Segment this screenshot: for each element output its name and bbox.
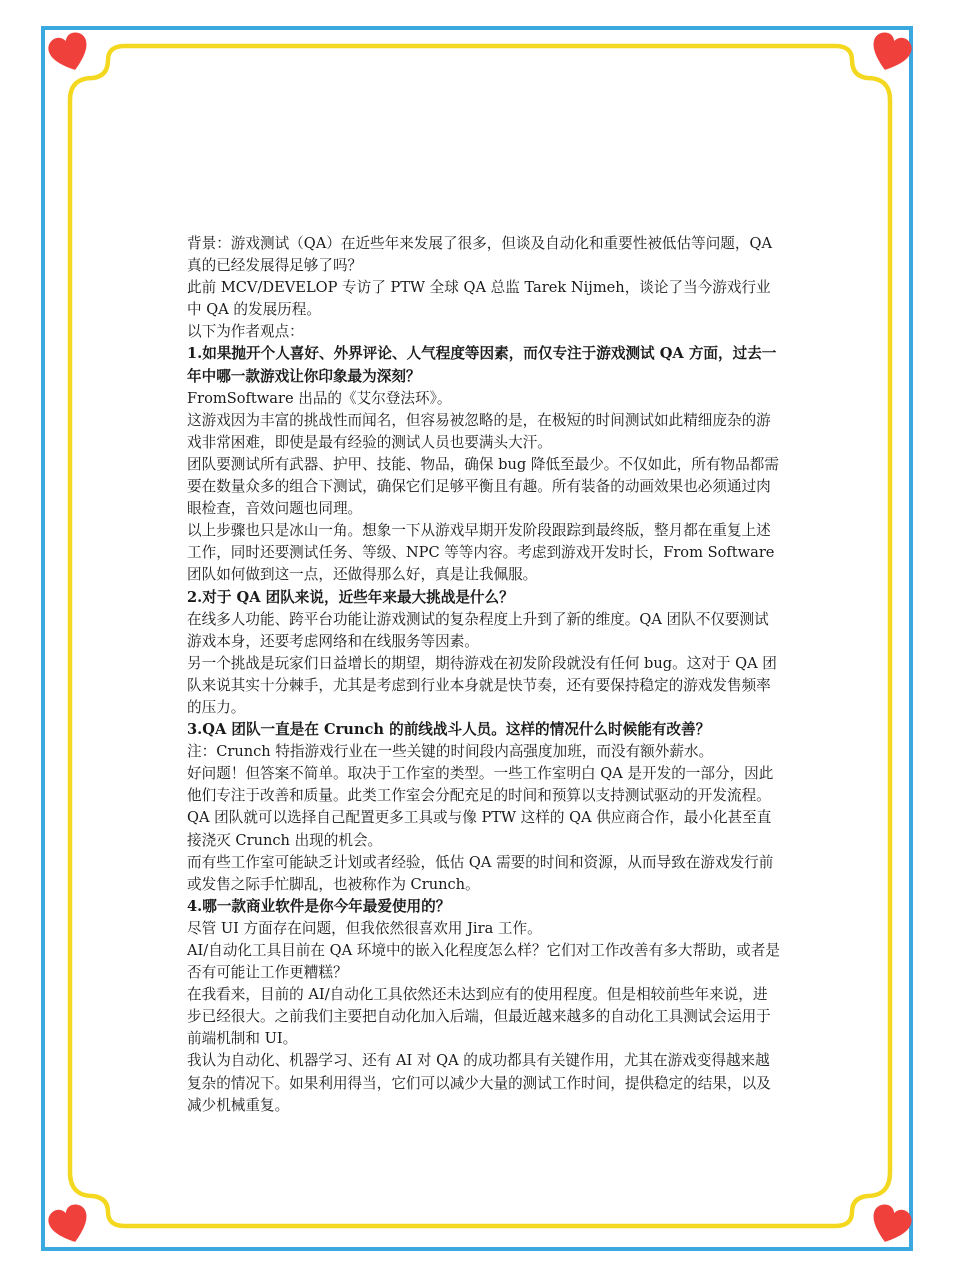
- answer-paragraph: FromSoftware 出品的《艾尔登法环》。: [187, 389, 452, 407]
- heart-icon: [48, 1204, 92, 1248]
- question-1: 1.如果抛开个人喜好、外界评论、人气程度等因素，而仅专注于游戏测试 QA 方面，过去一年中哪一款游戏让你印象最为深刻？: [187, 345, 777, 385]
- answer-paragraph: 我认为自动化、机器学习、还有 AI 对 QA 的成功都具有关键作用，尤其在游戏变得越来越复杂的情况下。如果利用得当，它们可以减少大量的测试工作时间，提供稳定的结果，以及减少机械重复。: [187, 1052, 771, 1114]
- question-2: 2.对于 QA 团队来说，近些年来最大挑战是什么？: [187, 588, 514, 606]
- question-4: 4.哪一款商业软件是你今年最爱使用的？: [187, 897, 451, 915]
- answer-paragraph: 以上步骤也只是冰山一角。想象一下从游戏早期开发阶段跟踪到最终版，整月都在重复上述工作，同时还要测试任务、等级、NPC 等等内容。考虑到游戏开发时长，From Software 团队如何做到这一点，还做得那么好，真是让我佩服。: [187, 522, 775, 584]
- note-paragraph: 注：Crunch 特指游戏行业在一些关键的时间段内高强度加班，而没有额外薪水。: [187, 743, 714, 761]
- answer-paragraph: 另一个挑战是玩家们日益增长的期望，期待游戏在初发阶段就没有任何 bug。这对于 QA 团队来说其实十分棘手，尤其是考虑到行业本身就是快节奏，还有要保持稳定的游戏发售频率的压力。: [187, 654, 777, 716]
- intro-background: 背景：游戏测试（QA）在近些年来发展了很多，但谈及自动化和重要性被低估等问题，QA 真的已经发展得足够了吗？: [187, 235, 772, 275]
- answer-paragraph: 这游戏因为丰富的挑战性而闻名，但容易被忽略的是，在极短的时间测试如此精细庞杂的游戏非常困难，即使是最有经验的测试人员也要满头大汗。: [187, 411, 771, 451]
- heart-icon: [868, 1204, 912, 1248]
- heart-icon: [48, 32, 92, 76]
- answer-paragraph: 尽管 UI 方面存在问题，但我依然很喜欢用 Jira 工作。: [187, 919, 542, 937]
- answer-paragraph: 好问题！但答案不简单。取决于工作室的类型。一些工作室明白 QA 是开发的一部分，因此他们专注于改善和质量。此类工作室会分配充足的时间和预算以支持测试驱动的开发流程。QA 团队就可以选择自己配置更多工具或与像 PTW 这样的 QA 供应商合作，最小化甚至直接浇灭 Crunch 出现的机会。: [187, 765, 774, 849]
- answer-paragraph: AI/自动化工具目前在 QA 环境中的嵌入化程度怎么样？它们对工作改善有多大帮助，或者是否有可能让工作更糟糕？: [187, 942, 780, 982]
- article-body: [187, 233, 781, 1117]
- intro-viewpoint: 以下为作者观点：: [187, 323, 304, 341]
- answer-paragraph: 而有些工作室可能缺乏计划或者经验，低估 QA 需要的时间和资源，从而导致在游戏发行前或发售之际手忙脚乱，也被称作为 Crunch。: [187, 853, 774, 893]
- answer-paragraph: 在我看来，目前的 AI/自动化工具依然还未达到应有的使用程度。但是相较前些年来说，进步已经很大。之前我们主要把自动化加入后端，但最近越来越多的自动化工具测试会运用于前端机制和 UI。: [187, 986, 771, 1048]
- answer-paragraph: 在线多人功能、跨平台功能让游戏测试的复杂程度上升到了新的维度。QA 团队不仅要测试游戏本身，还要考虑网络和在线服务等因素。: [187, 610, 769, 650]
- question-3: 3.QA 团队一直是在 Crunch 的前线战斗人员。这样的情况什么时候能有改善？: [187, 721, 711, 739]
- answer-paragraph: 团队要测试所有武器、护甲、技能、物品，确保 bug 降低至最少。不仅如此，所有物品都需要在数量众多的组合下测试，确保它们足够平衡且有趣。所有装备的动画效果也必须通过肉眼检查，音效问题也同理。: [187, 455, 779, 518]
- intro-interview: 此前 MCV/DEVELOP 专访了 PTW 全球 QA 总监 Tarek Nijmeh，谈论了当今游戏行业中 QA 的发展历程。: [187, 279, 771, 319]
- heart-icon: [868, 32, 912, 76]
